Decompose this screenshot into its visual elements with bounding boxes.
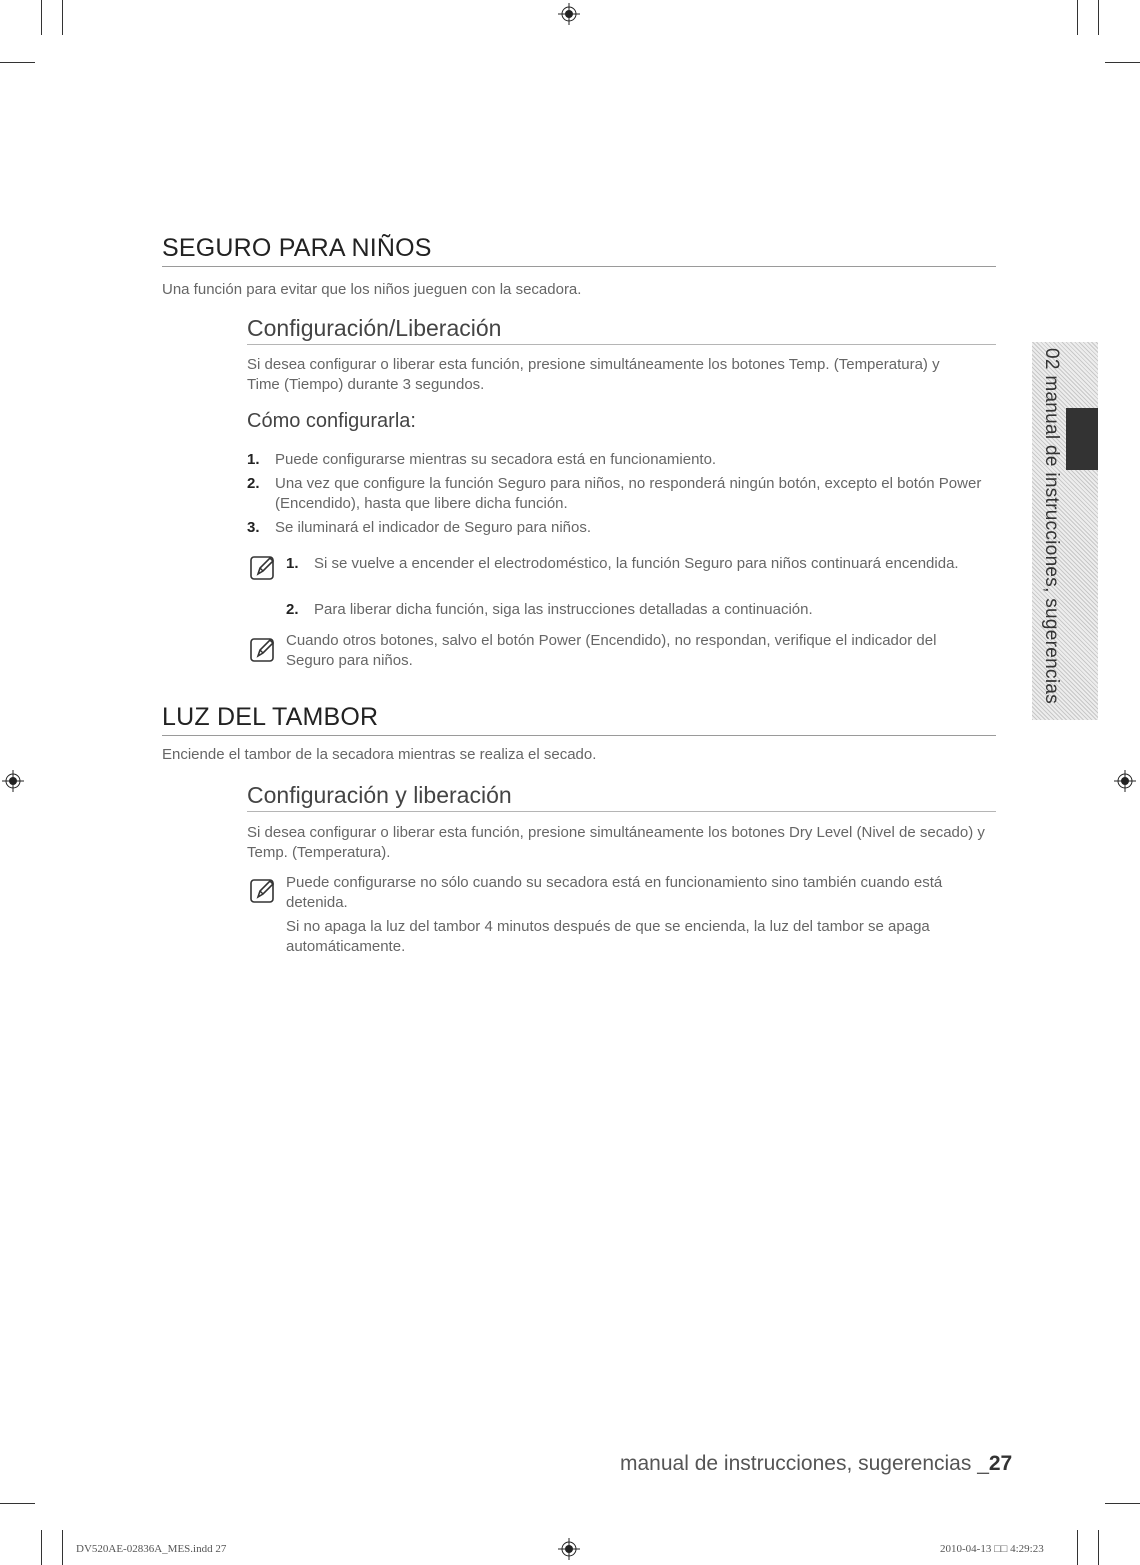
note-number: 1. — [286, 555, 299, 572]
list-item — [247, 474, 997, 514]
crop-mark — [1077, 1530, 1078, 1565]
crop-mark — [1098, 1530, 1099, 1565]
note-text: Para liberar dicha función, siga las instrucciones detalladas a continuación. — [314, 601, 813, 618]
list-number: 1. — [247, 451, 260, 468]
crop-mark — [0, 62, 35, 63]
paragraph: Si desea configurar o liberar esta función, presione simultáneamente los botones Dry Level (Nivel de secado) y Temp. (Temperatura). — [247, 824, 985, 861]
list-text: Una vez que configure la función Seguro para niños, no responderá ningún botón, excepto el botón Power (Encendido), hasta que libere dicha función. — [275, 475, 982, 512]
section-title-drum-light: LUZ DEL TAMBOR — [162, 702, 996, 736]
note-item — [286, 554, 996, 574]
note-text: Cuando otros botones, salvo el botón Power (Encendido), no respondan, verifique el indicador del Seguro para niños. — [286, 632, 937, 669]
crop-mark — [62, 0, 63, 35]
list-text: Puede configurarse mientras su secadora está en funcionamiento. — [275, 451, 717, 468]
note-text: Puede configurarse no sólo cuando su secadora está en funcionamiento sino también cuando está detenida. — [286, 874, 943, 911]
chapter-side-tab — [1032, 342, 1098, 720]
note-number: 2. — [286, 601, 299, 618]
paragraph: Si desea configurar o liberar esta función, presione simultáneamente los botones Temp. (Temperatura) y Time (Tiempo) durante 3 segundos. — [247, 356, 940, 393]
footer-text: manual de instrucciones, sugerencias _ — [620, 1452, 989, 1475]
page-number: 27 — [988, 1452, 1013, 1475]
crop-mark — [1105, 62, 1140, 63]
crop-mark — [1098, 0, 1099, 35]
registration-mark-icon — [558, 1538, 580, 1560]
crop-mark — [1105, 1503, 1140, 1504]
crop-mark — [41, 0, 42, 35]
note-pencil-icon — [249, 636, 277, 664]
crop-mark — [41, 1530, 42, 1565]
list-number: 2. — [247, 475, 260, 492]
registration-mark-icon — [558, 3, 580, 25]
list-item — [247, 518, 997, 538]
note-item — [286, 600, 996, 620]
section-intro: Enciende el tambor de la secadora mientras se realiza el secado. — [162, 746, 597, 763]
note-pencil-icon — [249, 877, 277, 905]
print-slug-file: DV520AE-02836A_MES.indd 27 — [76, 1543, 227, 1555]
crop-mark — [0, 1503, 35, 1504]
registration-mark-icon — [2, 770, 24, 792]
subsection-title: Cómo configurarla: — [247, 410, 416, 432]
print-slug-date: 2010-04-13 □□ 4:29:23 — [940, 1543, 1044, 1555]
chapter-marker — [1066, 408, 1098, 470]
subsection-title: Configuración/Liberación — [247, 314, 996, 345]
crop-mark — [1077, 0, 1078, 35]
section-intro: Una función para evitar que los niños jueguen con la secadora. — [162, 281, 582, 298]
page-footer — [620, 1452, 1012, 1476]
subsection-title: Configuración y liberación — [247, 781, 996, 812]
list-text: Se iluminará el indicador de Seguro para niños. — [275, 519, 592, 536]
list-number: 3. — [247, 519, 260, 536]
registration-mark-icon — [1114, 770, 1136, 792]
list-item — [247, 450, 997, 470]
note-text: Si se vuelve a encender el electrodoméstico, la función Seguro para niños continuará encendida. — [314, 555, 959, 572]
note-text: Si no apaga la luz del tambor 4 minutos después de que se encienda, la luz del tambor se apaga automáticamente. — [286, 918, 930, 955]
note-pencil-icon — [249, 554, 277, 582]
chapter-tab-label: 02 manual de instrucciones, sugerencias — [1041, 348, 1062, 705]
crop-mark — [62, 1530, 63, 1565]
section-title-child-lock: SEGURO PARA NIÑOS — [162, 233, 996, 267]
